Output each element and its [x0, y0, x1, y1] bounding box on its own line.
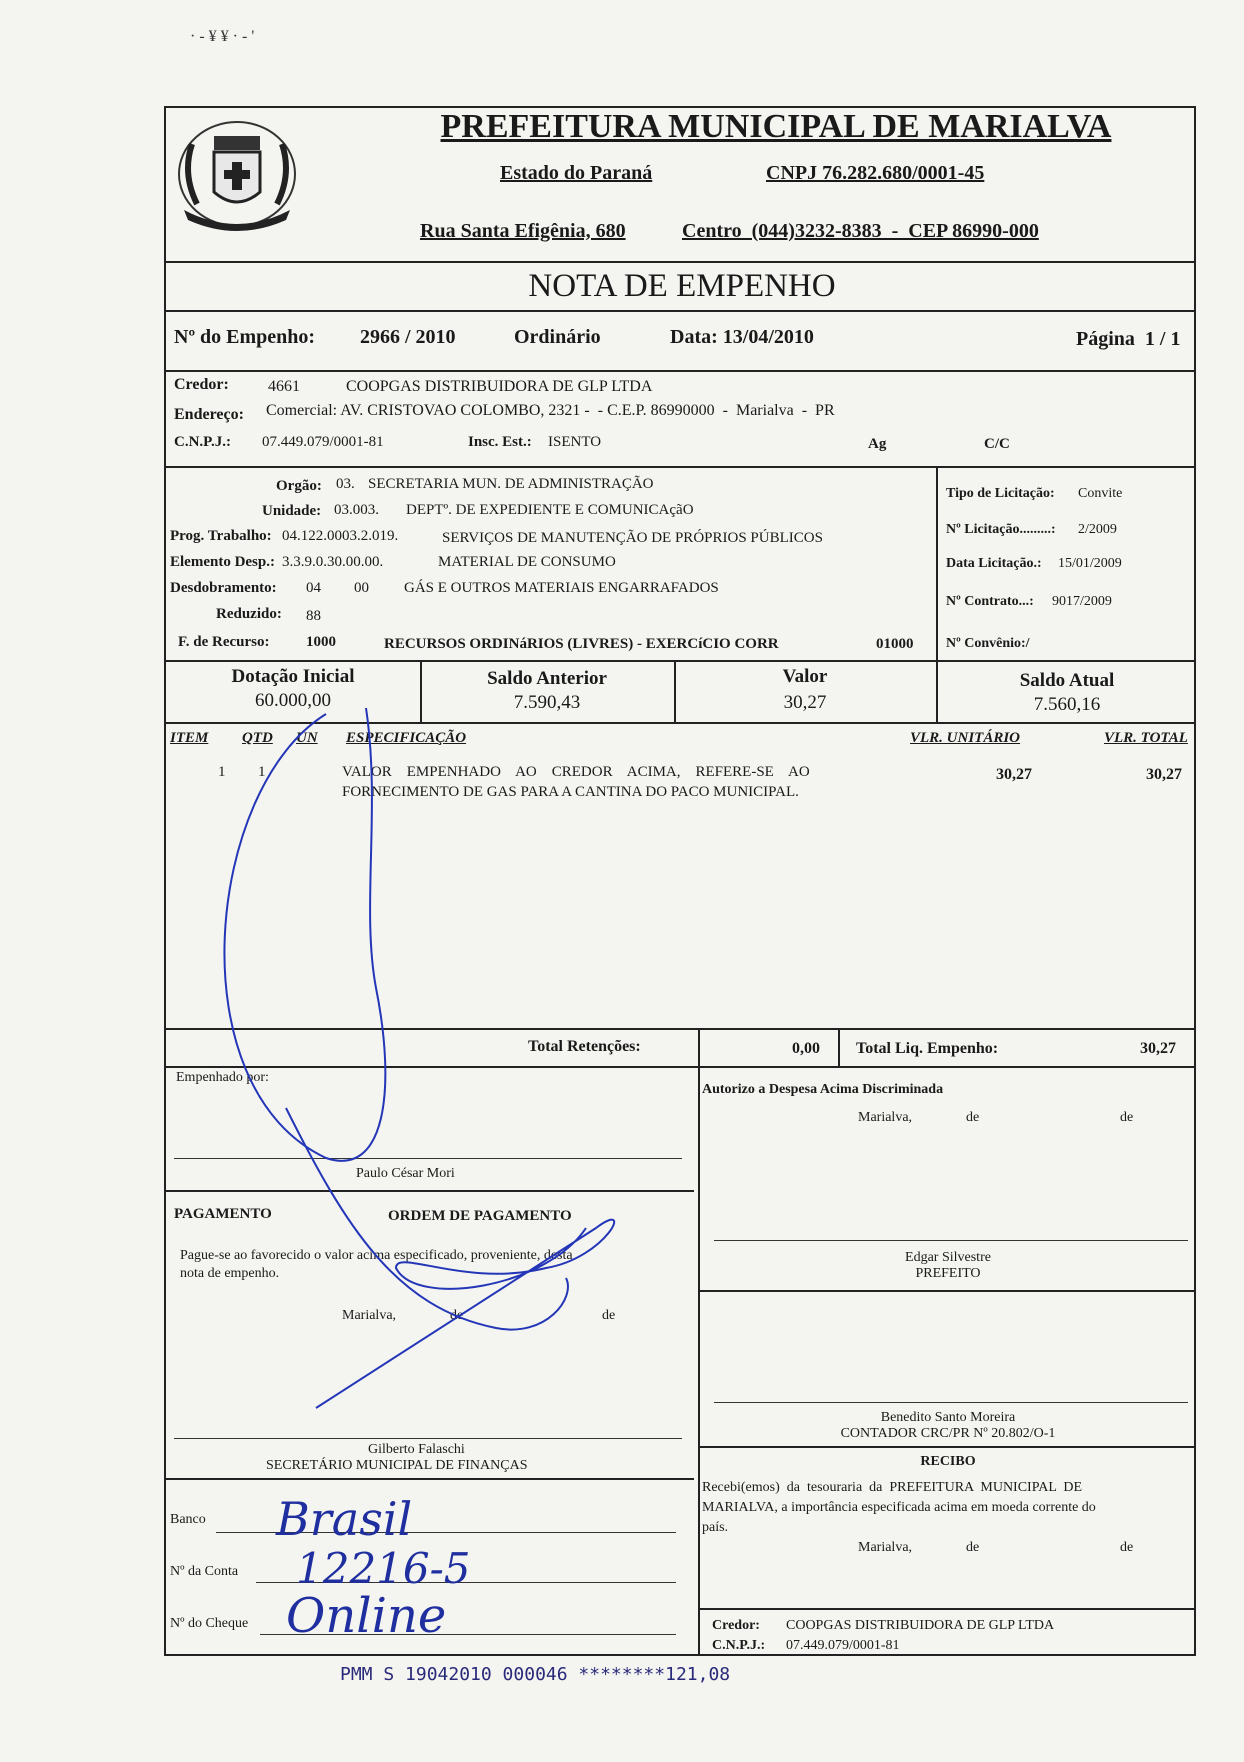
- empenho-date: Data: 13/04/2010: [670, 326, 814, 348]
- saldo-atual-value: 7.560,16: [1033, 694, 1101, 715]
- credor-code: 4661: [268, 378, 300, 395]
- convenio-label: Nº Convênio:/: [946, 636, 1030, 651]
- autorizo-title: Autorizo a Despesa Acima Discriminada: [702, 1082, 944, 1097]
- total-liq-value: 30,27: [1140, 1040, 1176, 1057]
- item-espec-line2: FORNECIMENTO DE GAS PARA A CANTINA DO PACO MUNICIPAL.: [342, 784, 799, 800]
- col-un: UN: [296, 730, 318, 746]
- elem-code: 3.3.9.0.30.00.00.: [282, 554, 384, 570]
- desd-label: Desdobramento:: [170, 580, 277, 596]
- conta-handwritten: 12216-5: [296, 1544, 471, 1593]
- data-licitacao-label: Data Licitação.:: [946, 556, 1042, 571]
- item-vlr-unitario: 30,27: [996, 766, 1032, 783]
- empenho-label: Nº do Empenho:: [174, 326, 316, 348]
- recibo-city: Marialva,: [858, 1540, 913, 1555]
- footer-cnpj-value: 07.449.079/0001-81: [786, 1638, 900, 1653]
- unidade-label: Unidade:: [262, 503, 322, 519]
- reduzido-label: Reduzido:: [216, 606, 282, 622]
- ordem-pagamento-title: ORDEM DE PAGAMENTO: [388, 1208, 572, 1224]
- item-number: 1: [218, 764, 226, 780]
- prog-label: Prog. Trabalho:: [170, 528, 272, 544]
- dotacao-value: 60.000,00: [255, 690, 331, 711]
- autorizo-de1: de: [966, 1110, 980, 1125]
- header-title: PREFEITURA MUNICIPAL DE MARIALVA: [440, 108, 1112, 145]
- header-address: Rua Santa Efigênia, 680: [420, 220, 626, 242]
- footer-cnpj-label: C.N.P.J.:: [712, 1638, 766, 1653]
- insc-label: Insc. Est.:: [468, 434, 532, 450]
- banco-handwritten: Brasil: [276, 1492, 413, 1546]
- desd-a: 04: [306, 580, 321, 596]
- prog-code: 04.122.0003.2.019.: [282, 528, 399, 544]
- cheque-handwritten: Online: [286, 1588, 447, 1644]
- saldo-atual-label: Saldo Atual: [1019, 670, 1115, 691]
- col-especificacao: ESPECIFICAÇÃO: [346, 730, 467, 746]
- orgao-label: Orgão:: [276, 478, 322, 494]
- recurso-value: RECURSOS ORDINáRIOS (LIVRES) - EXERCíCIO CORR: [384, 636, 779, 652]
- contrato-label: Nº Contrato...:: [946, 594, 1034, 609]
- pagamento-text-line1: Pague-se ao favorecido o valor acima especificado, proveniente, desta: [180, 1248, 573, 1263]
- dotacao-label: Dotação Inicial: [231, 666, 355, 687]
- col-qtd: QTD: [242, 730, 273, 746]
- recibo-title: RECIBO: [920, 1454, 976, 1469]
- col-item: ITEM: [170, 730, 209, 746]
- unidade-value: DEPTº. DE EXPEDIENTE E COMUNICAçãO: [406, 502, 694, 518]
- banco-label: Banco: [170, 1512, 206, 1527]
- autorizo-de2: de: [1120, 1110, 1134, 1125]
- item-espec-line1: VALOR EMPENHADO AO CREDOR ACIMA, REFERE-SE AO: [342, 764, 810, 780]
- credor-label: Credor:: [174, 376, 229, 393]
- cc-label: C/C: [984, 436, 1010, 452]
- desd-b: 00: [354, 580, 369, 596]
- empenho-page: Página 1 / 1: [1076, 328, 1181, 350]
- total-liq-label: Total Liq. Empenho:: [856, 1040, 999, 1057]
- recibo-line2: MARIALVA, a importância especificada acima em moeda corrente do: [702, 1500, 1096, 1515]
- pagamento-label: PAGAMENTO: [174, 1206, 272, 1222]
- total-retencoes-label: Total Retenções:: [528, 1038, 641, 1055]
- saldo-anterior-value: 7.590,43: [513, 692, 581, 713]
- col-vlr-unitario: VLR. UNITÁRIO: [910, 730, 1021, 746]
- unidade-code: 03.003.: [334, 502, 379, 518]
- authentication-stamp: PMM S 19042010 000046 ********121,08: [340, 1664, 731, 1685]
- pagamento-de2: de: [602, 1308, 616, 1323]
- recurso-label: F. de Recurso:: [178, 634, 270, 650]
- header-address2: Centro (044)3232-8383 - CEP 86990-000: [682, 220, 1039, 242]
- coat-of-arms-icon: [172, 114, 302, 232]
- recibo-line1: Recebi(emos) da tesouraria da PREFEITURA MUNICIPAL DE: [702, 1480, 1083, 1495]
- desd-value: GÁS E OUTROS MATERIAIS ENGARRAFADOS: [404, 580, 719, 596]
- footer-credor-label: Credor:: [712, 1618, 760, 1633]
- reduzido-value: 88: [306, 608, 321, 624]
- footer-credor-name: COOPGAS DISTRIBUIDORA DE GLP LTDA: [786, 1618, 1055, 1633]
- conta-label: Nº da Conta: [170, 1564, 239, 1579]
- col-vlr-total: VLR. TOTAL: [1104, 730, 1188, 746]
- prog-value: SERVIÇOS DE MANUTENÇÃO DE PRÓPRIOS PÚBLICOS: [442, 530, 823, 546]
- prefeito-name: Edgar Silvestre: [905, 1250, 991, 1265]
- recibo-de1: de: [966, 1540, 980, 1555]
- saldo-anterior-label: Saldo Anterior: [487, 668, 607, 689]
- tipo-licitacao-label: Tipo de Licitação:: [946, 486, 1055, 501]
- data-licitacao-value: 15/01/2009: [1058, 556, 1122, 571]
- header-state: Estado do Paraná: [500, 162, 653, 184]
- recurso-code2: 01000: [876, 636, 914, 652]
- num-licitacao-label: Nº Licitação.........:: [946, 522, 1056, 537]
- valor-label: Valor: [782, 666, 828, 687]
- orgao-code: 03.: [336, 476, 355, 492]
- total-retencoes-value: 0,00: [792, 1040, 820, 1057]
- endereco-value: Comercial: AV. CRISTOVAO COLOMBO, 2321 - - C.E.P. 86990000 - Marialva - PR: [266, 402, 835, 419]
- orgao-value: SECRETARIA MUN. DE ADMINISTRAÇÃO: [368, 476, 654, 492]
- item-qtd: 1: [258, 764, 266, 780]
- recibo-de2: de: [1120, 1540, 1134, 1555]
- scan-marks: · - ¥ ¥ · - ': [190, 28, 255, 45]
- endereco-label: Endereço:: [174, 406, 244, 423]
- elem-value: MATERIAL DE CONSUMO: [438, 554, 616, 570]
- pagamento-city: Marialva,: [342, 1308, 397, 1323]
- pagamento-text-line2: nota de empenho.: [180, 1266, 280, 1281]
- cheque-label: Nº do Cheque: [170, 1616, 249, 1631]
- prefeito-role: PREFEITO: [915, 1266, 981, 1281]
- contrato-value: 9017/2009: [1052, 594, 1112, 609]
- valor-value: 30,27: [783, 692, 827, 713]
- insc-value: ISENTO: [548, 434, 602, 450]
- ag-label: Ag: [868, 436, 887, 452]
- pagamento-de1: de: [450, 1308, 464, 1323]
- recibo-line3: país.: [702, 1520, 729, 1535]
- autorizo-city: Marialva,: [858, 1110, 913, 1125]
- secretario-name: Gilberto Falaschi: [368, 1442, 465, 1457]
- empenhado-por-name: Paulo César Mori: [356, 1166, 455, 1181]
- header-cnpj: CNPJ 76.282.680/0001-45: [766, 162, 985, 184]
- tipo-licitacao-value: Convite: [1078, 486, 1123, 501]
- secretario-role: SECRETÁRIO MUNICIPAL DE FINANÇAS: [266, 1458, 528, 1473]
- credor-name: COOPGAS DISTRIBUIDORA DE GLP LTDA: [346, 378, 653, 395]
- recurso-code: 1000: [306, 634, 336, 650]
- doc-title: NOTA DE EMPENHO: [528, 268, 836, 304]
- contador-role: CONTADOR CRC/PR Nº 20.802/O-1: [840, 1426, 1056, 1441]
- cnpj-value: 07.449.079/0001-81: [262, 434, 384, 450]
- empenho-number: 2966 / 2010: [360, 326, 456, 348]
- item-vlr-total: 30,27: [1146, 766, 1182, 783]
- cnpj-label: C.N.P.J.:: [174, 434, 231, 450]
- contador-name: Benedito Santo Moreira: [880, 1410, 1016, 1425]
- num-licitacao-value: 2/2009: [1078, 522, 1117, 537]
- elem-label: Elemento Desp.:: [170, 554, 275, 570]
- empenhado-por-label: Empenhado por:: [176, 1070, 269, 1085]
- empenho-type: Ordinário: [514, 326, 601, 348]
- nota-de-empenho: [164, 106, 1196, 1656]
